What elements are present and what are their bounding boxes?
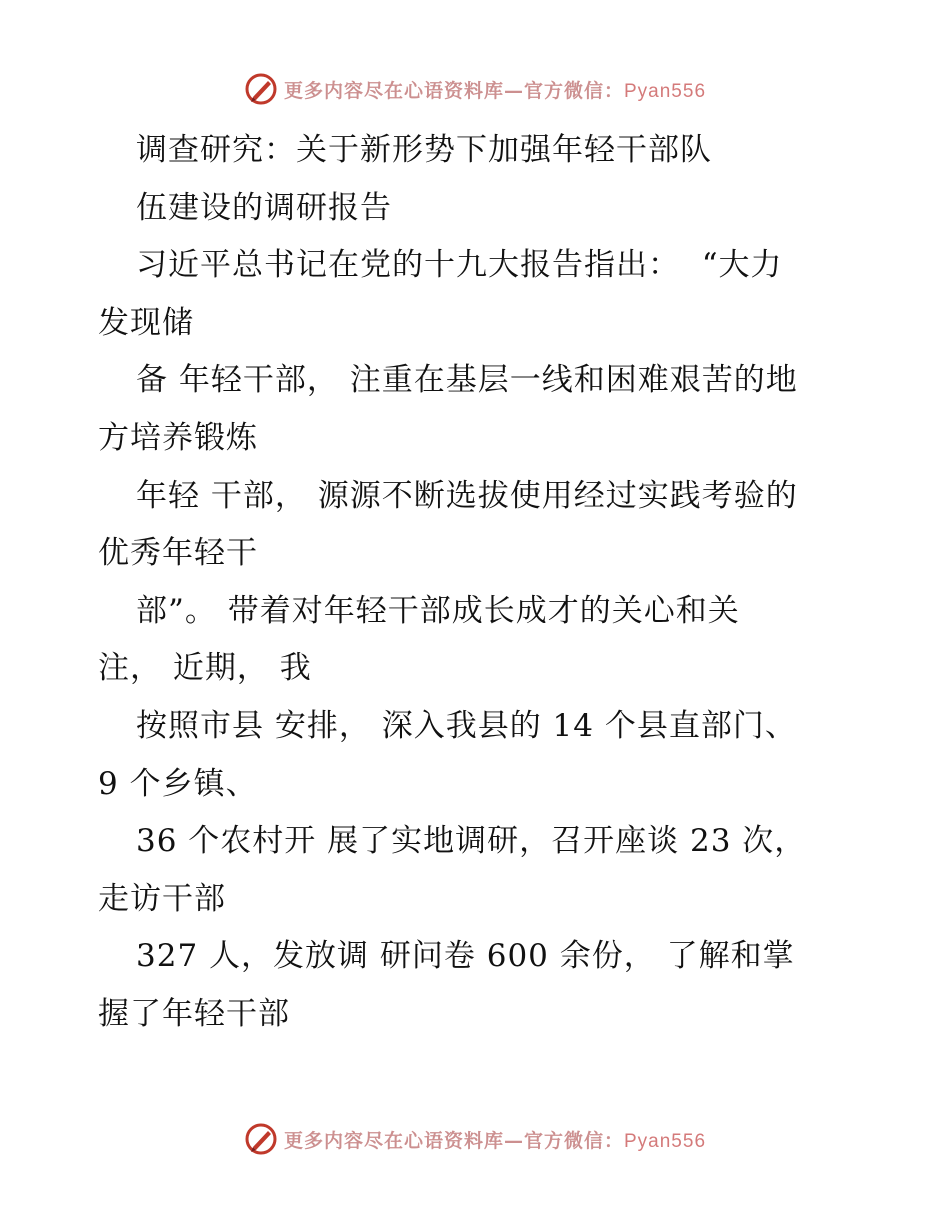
doc-line-7: 年轻 干部， 源源不断选拔使用经过实践考验的 (136, 477, 798, 514)
doc-line-15: 327 人，发放调 研问卷 600 余份， 了解和掌 (136, 938, 795, 975)
doc-line-8: 优秀年轻干 (98, 535, 258, 572)
watermark-text (284, 1126, 706, 1153)
doc-line-10: 注， 近期， 我 (98, 650, 312, 687)
doc-line-5: 备 年轻干部， 注重在基层一线和困难艰苦的地 (136, 362, 798, 399)
doc-line-6: 方培养锻炼 (98, 419, 258, 456)
doc-line-16: 握了年轻干部 (98, 995, 290, 1032)
footer-watermark (0, 1122, 950, 1156)
pen-logo-icon (244, 1122, 278, 1156)
pen-logo-icon (244, 72, 278, 106)
watermark-wechat-id: Pyan556 (624, 1130, 707, 1152)
doc-line-2: 伍建设的调研报告 (136, 189, 392, 226)
doc-line-12: 9 个乡镇、 (98, 765, 258, 802)
watermark-wechat-id: Pyan556 (624, 80, 707, 102)
header-watermark (0, 72, 950, 106)
doc-line-3: 习近平总书记在党的十九大报告指出： “大力 (136, 247, 783, 284)
watermark-text (284, 76, 706, 103)
doc-line-9: 部”。 带着对年轻干部成长成才的关心和关 (136, 592, 740, 629)
watermark-text-cn: 更多内容尽在心语资料库—官方微信： (283, 79, 624, 102)
doc-line-13: 36 个农村开 展了实地调研，召开座谈 23 次， (136, 823, 807, 860)
doc-line-11: 按照市县 安排， 深入我县的 14 个县直部门、 (136, 707, 797, 744)
doc-line-4: 发现储 (98, 304, 194, 341)
doc-line-14: 走访干部 (98, 880, 226, 917)
watermark-text-cn: 更多内容尽在心语资料库—官方微信： (283, 1129, 624, 1152)
doc-line-1: 调查研究：关于新形势下加强年轻干部队 (136, 132, 712, 168)
document-body (98, 122, 888, 1044)
